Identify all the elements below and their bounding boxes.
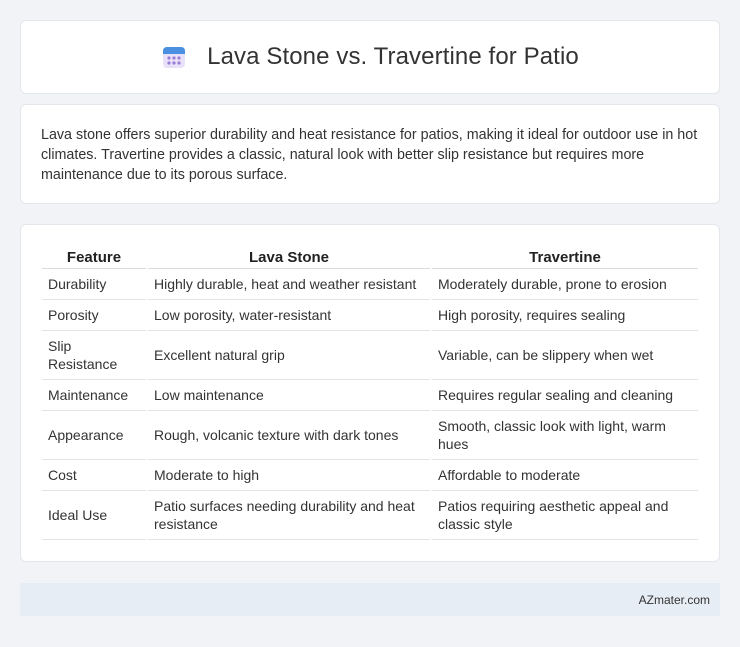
header-travertine: Travertine bbox=[432, 245, 698, 269]
feature-cell: Ideal Use bbox=[42, 491, 146, 540]
feature-cell: Porosity bbox=[42, 300, 146, 331]
comparison-table bbox=[40, 245, 700, 540]
lava-stone-cell: Patio surfaces needing durability and heat resistance bbox=[148, 491, 430, 540]
header-lava-stone: Lava Stone bbox=[148, 245, 430, 269]
lava-stone-cell: Low maintenance bbox=[148, 380, 430, 411]
summary-text: Lava stone offers superior durability and heat resistance for patios, making it ideal for outdoor use in hot climates. Travertine provides a classic, natural look with better slip resistance but requires more maintenance due to its porous surface. bbox=[41, 127, 698, 183]
lava-stone-cell: Excellent natural grip bbox=[148, 331, 430, 380]
table-row bbox=[42, 491, 698, 540]
calendar-icon bbox=[161, 44, 187, 70]
feature-cell: Cost bbox=[42, 460, 146, 491]
table-row bbox=[42, 411, 698, 460]
lava-stone-cell: Rough, volcanic texture with dark tones bbox=[148, 411, 430, 460]
footer bbox=[20, 583, 720, 616]
feature-cell: Maintenance bbox=[42, 380, 146, 411]
header-card bbox=[20, 20, 720, 94]
travertine-cell: Requires regular sealing and cleaning bbox=[432, 380, 698, 411]
travertine-cell: Patios requiring aesthetic appeal and classic style bbox=[432, 491, 698, 540]
summary-card bbox=[20, 104, 720, 204]
lava-stone-cell: Low porosity, water-resistant bbox=[148, 300, 430, 331]
lava-stone-cell: Moderate to high bbox=[148, 460, 430, 491]
footer-site-link[interactable]: AZmater.com bbox=[638, 592, 710, 607]
feature-cell: Slip Resistance bbox=[42, 331, 146, 380]
travertine-cell: Smooth, classic look with light, warm hues bbox=[432, 411, 698, 460]
comparison-table-card bbox=[20, 224, 720, 562]
feature-cell: Appearance bbox=[42, 411, 146, 460]
travertine-cell: High porosity, requires sealing bbox=[432, 300, 698, 331]
header-feature: Feature bbox=[42, 245, 146, 269]
table-row bbox=[42, 331, 698, 380]
lava-stone-cell: Highly durable, heat and weather resistant bbox=[148, 269, 430, 300]
travertine-cell: Affordable to moderate bbox=[432, 460, 698, 491]
feature-cell: Durability bbox=[42, 269, 146, 300]
table-header-row bbox=[42, 245, 698, 269]
table-row bbox=[42, 380, 698, 411]
table-row bbox=[42, 269, 698, 300]
table-row bbox=[42, 300, 698, 331]
page-title: Lava Stone vs. Travertine for Patio bbox=[207, 43, 579, 70]
table-row bbox=[42, 460, 698, 491]
travertine-cell: Variable, can be slippery when wet bbox=[432, 331, 698, 380]
travertine-cell: Moderately durable, prone to erosion bbox=[432, 269, 698, 300]
